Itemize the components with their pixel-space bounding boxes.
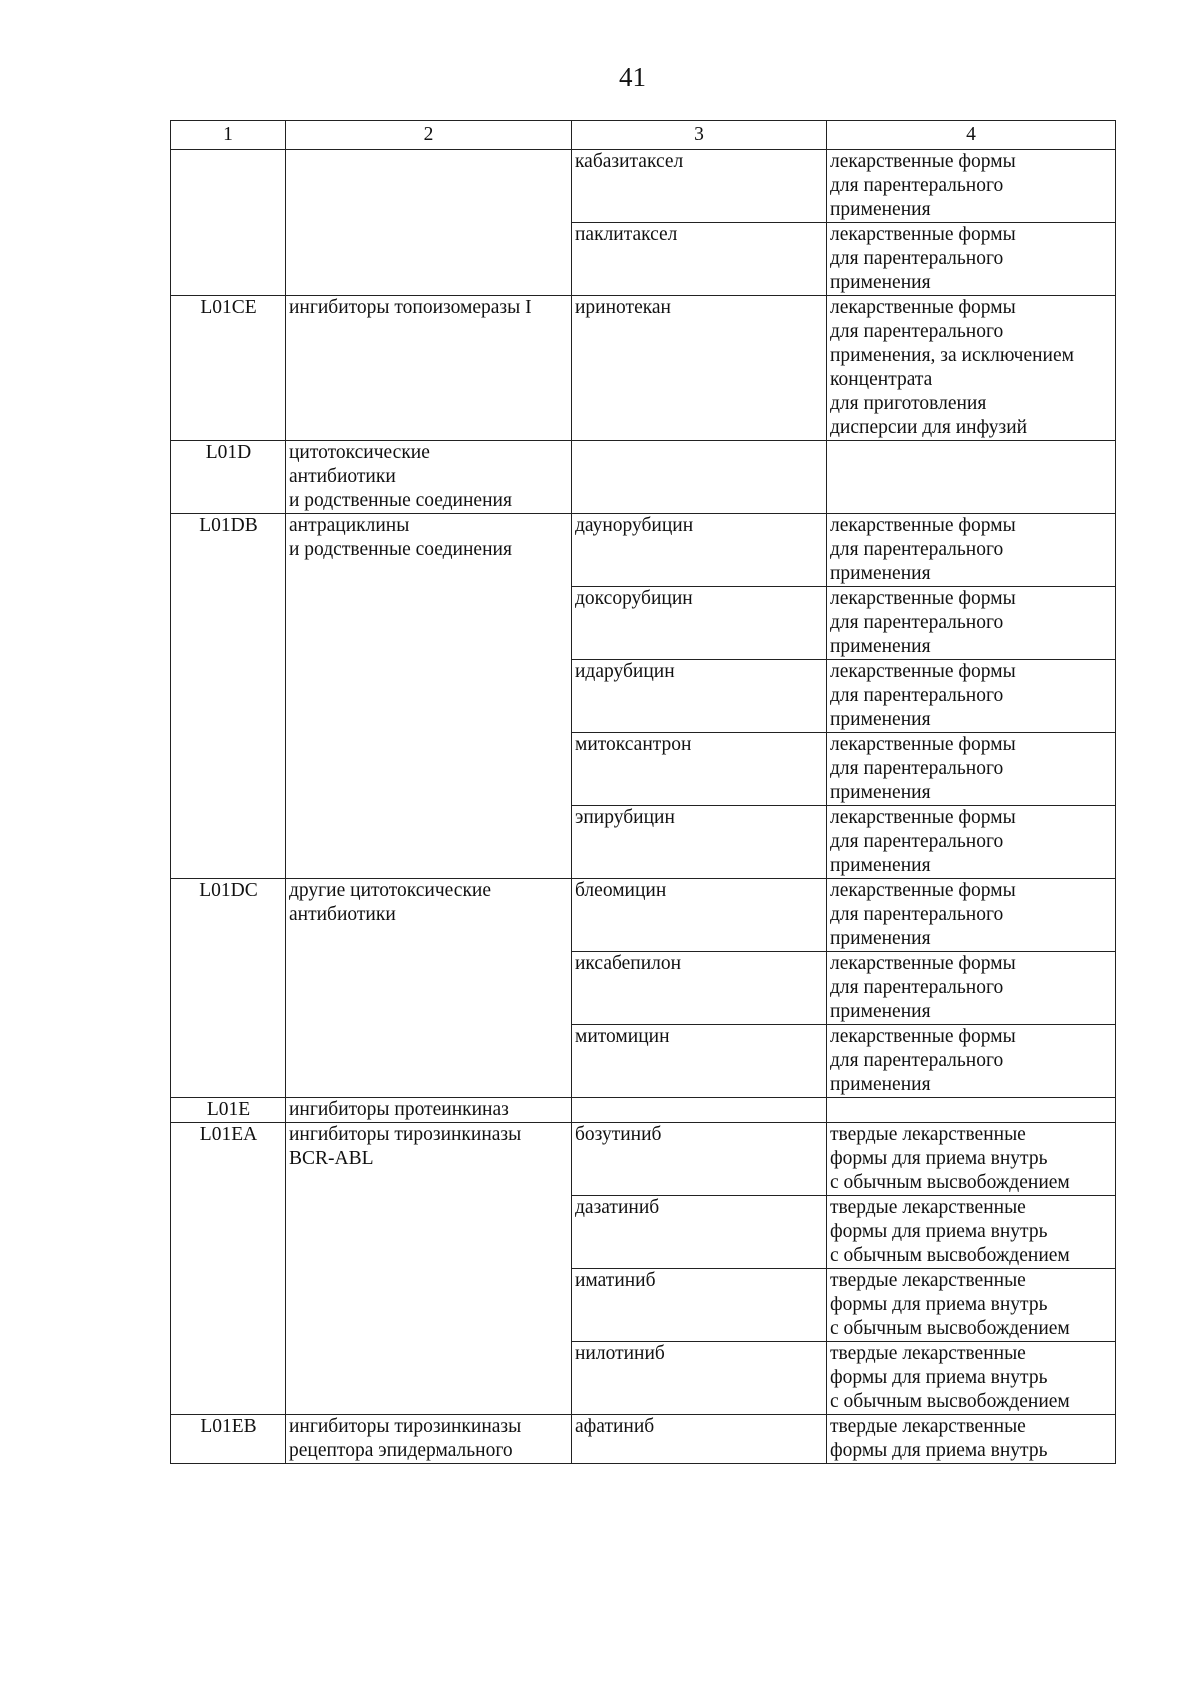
drug-name: афатиниб [572,1415,827,1464]
drug-name: доксорубицин [572,587,827,660]
dosage-form: твердые лекарственные формы для приема внутрь с обычным высвобождением [827,1123,1116,1196]
table-row [171,1098,1116,1123]
table-row [171,1123,1116,1196]
table-row [171,150,1116,223]
drug-group: другие цитотоксические антибиотики [286,879,572,1098]
atc-code-cell [171,150,286,296]
dosage-form: твердые лекарственные формы для приема внутрь с обычным высвобождением [827,1196,1116,1269]
drug-name-empty [572,441,827,514]
drug-name: дазатиниб [572,1196,827,1269]
drug-group: цитотоксические антибиотики и родственные соединения [286,441,572,514]
dosage-form: лекарственные формы для парентерального применения [827,879,1116,952]
drug-name-empty [572,1098,827,1123]
drug-name: даунорубицин [572,514,827,587]
dosage-form-empty [827,1098,1116,1123]
dosage-form: лекарственные формы для парентерального применения [827,587,1116,660]
table-row [171,514,1116,587]
table-header-row [171,121,1116,150]
atc-code: L01CE [171,296,286,441]
column-header: 1 [171,121,286,150]
drug-group: ингибиторы тирозинкиназы рецептора эпидермального [286,1415,572,1464]
drug-name: иксабепилон [572,952,827,1025]
group-cell [286,150,572,296]
drug-name: кабазитаксел [572,150,827,223]
drug-name: иматиниб [572,1269,827,1342]
dosage-form: лекарственные формы для парентерального применения, за исключением концентрата для приготовления дисперсии для инфузий [827,296,1116,441]
drug-name: паклитаксел [572,223,827,296]
drug-name: бозутиниб [572,1123,827,1196]
drug-name: блеомицин [572,879,827,952]
table-row [171,296,1116,441]
dosage-form: лекарственные формы для парентерального применения [827,952,1116,1025]
dosage-form: твердые лекарственные формы для приема внутрь с обычным высвобождением [827,1269,1116,1342]
atc-code: L01EB [171,1415,286,1464]
column-header: 2 [286,121,572,150]
drug-group: ингибиторы топоизомеразы I [286,296,572,441]
atc-code: L01DC [171,879,286,1098]
dosage-form: лекарственные формы для парентерального применения [827,1025,1116,1098]
atc-code: L01E [171,1098,286,1123]
table-row [171,441,1116,514]
drug-name: нилотиниб [572,1342,827,1415]
dosage-form: лекарственные формы для парентерального применения [827,514,1116,587]
table-row [171,879,1116,952]
dosage-form: лекарственные формы для парентерального применения [827,733,1116,806]
drug-name: эпирубицин [572,806,827,879]
dosage-form: лекарственные формы для парентерального применения [827,150,1116,223]
table-row [171,1415,1116,1464]
atc-code: L01D [171,441,286,514]
atc-code: L01EA [171,1123,286,1415]
column-header: 3 [572,121,827,150]
drug-group: ингибиторы тирозинкиназы BCR-ABL [286,1123,572,1415]
dosage-form: лекарственные формы для парентерального применения [827,660,1116,733]
dosage-form: лекарственные формы для парентерального применения [827,806,1116,879]
drug-table [170,120,1116,1464]
drug-group: антрациклины и родственные соединения [286,514,572,879]
drug-name: иринотекан [572,296,827,441]
drug-group: ингибиторы протеинкиназ [286,1098,572,1123]
dosage-form: твердые лекарственные формы для приема внутрь с обычным высвобождением [827,1342,1116,1415]
column-header: 4 [827,121,1116,150]
atc-code: L01DB [171,514,286,879]
dosage-form-empty [827,441,1116,514]
drug-name: митомицин [572,1025,827,1098]
drug-name: идарубицин [572,660,827,733]
dosage-form: лекарственные формы для парентерального применения [827,223,1116,296]
dosage-form: твердые лекарственные формы для приема внутрь [827,1415,1116,1464]
page-number: 41 [619,62,646,92]
drug-name: митоксантрон [572,733,827,806]
